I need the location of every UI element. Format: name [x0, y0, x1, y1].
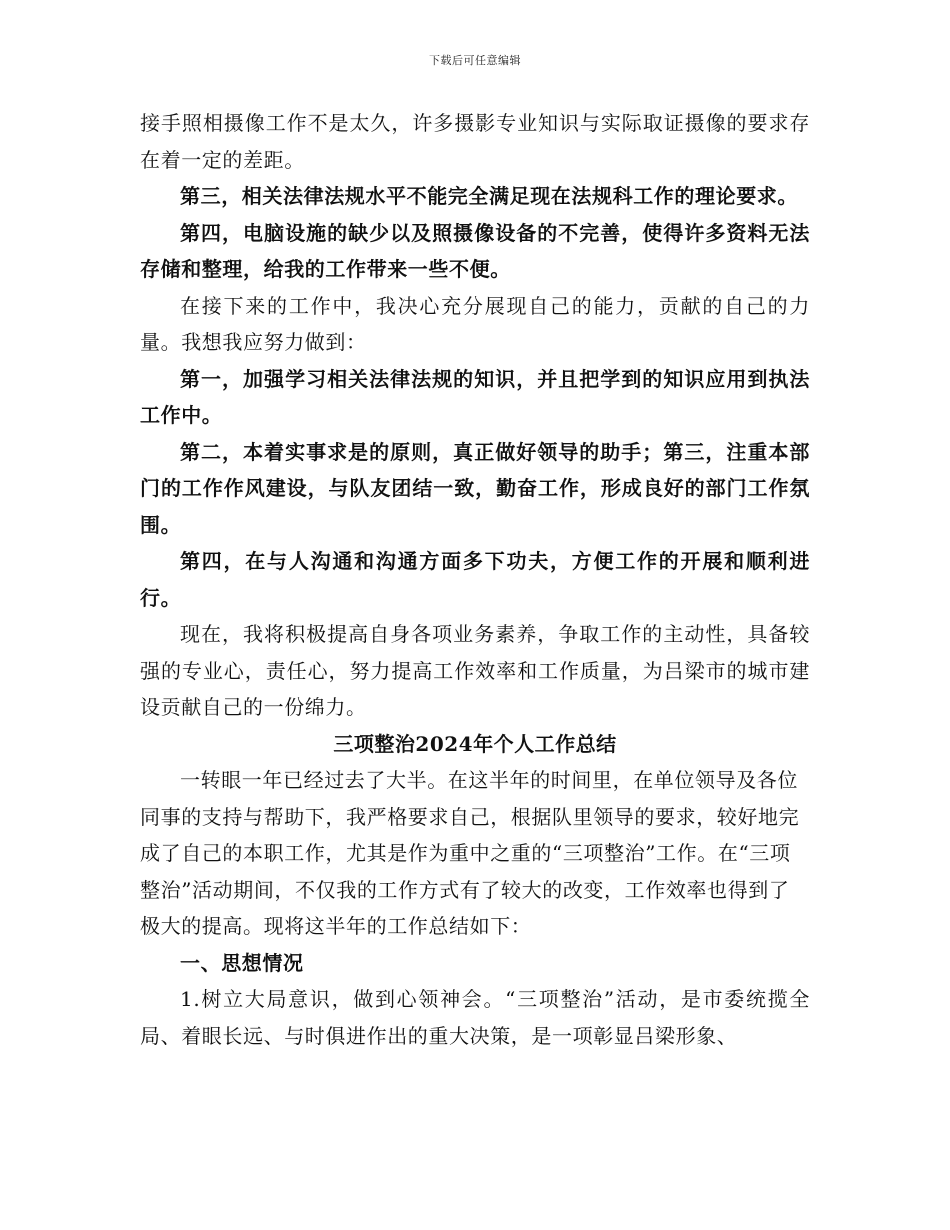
section-title: 三项整治2024年个人工作总结	[333, 731, 617, 756]
document-body	[140, 105, 810, 1054]
paragraph-point-three: 第三，相关法律法规水平不能完全满足现在法规科工作的理论要求。	[180, 184, 798, 208]
paragraph-goal-two-three: 第二，本着实事求是的原则，真正做好领导的助手；第三，注重本部门的工作作风建设，与队友团结一致，勤奋工作，形成良好的部门工作氛围。	[140, 439, 810, 537]
paragraph-conclusion: 现在，我将积极提高自身各项业务素养，争取工作的主动性，具备较强的专业心，责任心，努力提高工作效率和工作质量，为吕梁市的城市建设贡献自己的一份绵力。	[140, 622, 810, 719]
page-header: 下载后可任意编辑	[429, 54, 521, 67]
paragraph-continuation: 接手照相摄像工作不是太久，许多摄影专业知识与实际取证摄像的要求存在着一定的差距。	[140, 111, 810, 172]
paragraph-next-steps: 在接下来的工作中，我决心充分展现自己的能力，贡献的自己的力量。我想我应努力做到：	[140, 293, 810, 354]
paragraph-point-four: 第四，电脑设施的缺少以及照摄像设备的不完善，使得许多资料无法存储和整理，给我的工作带来一些不便。	[140, 220, 810, 281]
subheading-thoughts: 一、思想情况	[180, 950, 304, 975]
paragraph-goal-one: 第一，加强学习相关法律法规的知识，并且把学到的知识应用到执法工作中。	[140, 366, 810, 427]
paragraph-goal-four: 第四，在与人沟通和沟通方面多下功夫，方便工作的开展和顺利进行。	[140, 549, 810, 610]
paragraph-item-one: 1.树立大局意识，做到心领神会。“三项整治”活动，是市委统揽全局、着眼长远、与时俱进作出的重大决策，是一项彰显吕梁形象、	[140, 987, 810, 1048]
paragraph-intro: 一转眼一年已经过去了大半。在这半年的时间里，在单位领导及各位同事的支持与帮助下，我严格要求自己，根据队里领导的要求，较好地完成了自己的本职工作，尤其是作为重中之重的“三项整治”工作。在“三项整治”活动期间，不仅我的工作方式有了较大的改变，工作效率也得到了极大的提高。现将这半年的工作总结如下：	[140, 768, 800, 938]
